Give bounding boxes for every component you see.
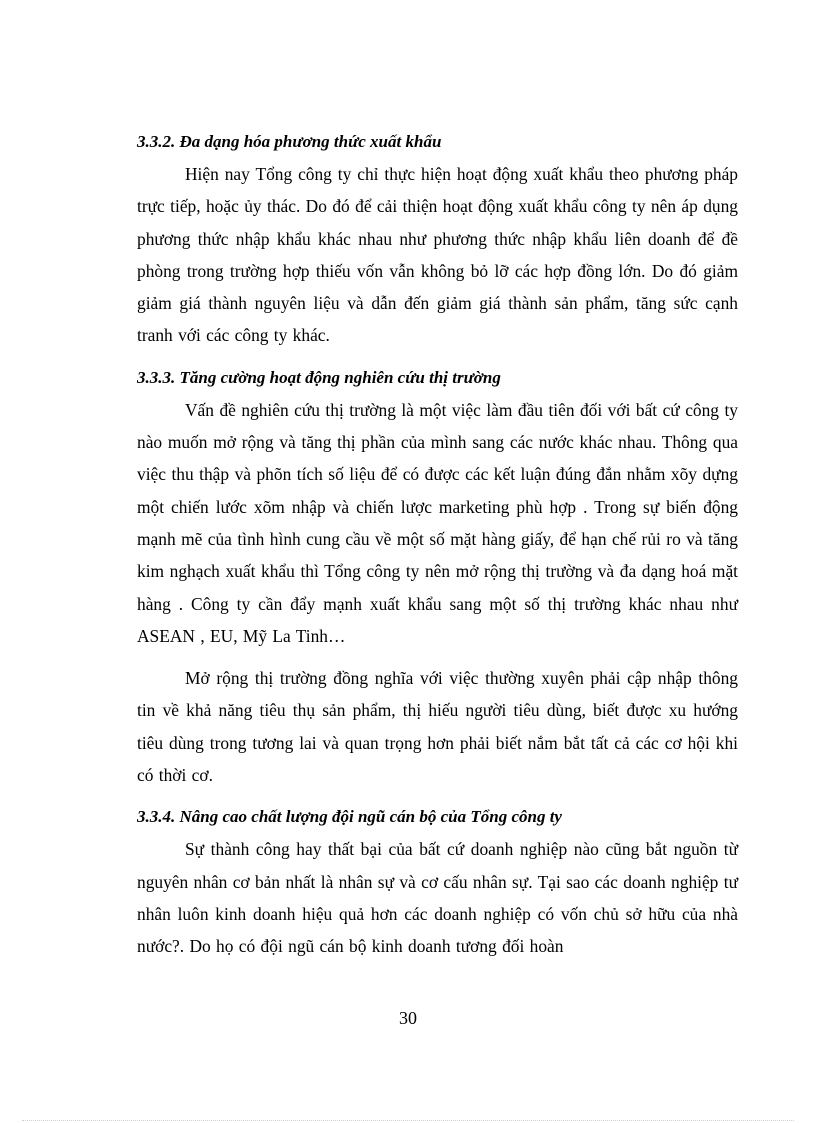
page-content [137, 126, 738, 973]
paragraph-export-methods: Hiện nay Tổng công ty chỉ thực hiện hoạt động xuất khẩu theo phương pháp trực tiếp, hoặc ủy thác. Do đó để cải thiện hoạt động xuất khẩu công ty nên áp dụng phương thức nhập khẩu khác nhau như phương thức nhập khẩu liên doanh để đề phòng trong trường hợp thiếu vốn vẫn không bỏ lỡ các hợp đồng lớn. Do đó giảm giảm giá thành nguyên liệu và dẫn đến giảm giá thành sản phẩm, tăng sức cạnh tranh với các công ty khác. [137, 164, 738, 346]
section-heading-3-3-3: 3.3.3. Tăng cường hoạt động nghiên cứu thị trường [137, 367, 501, 387]
paragraph-market-research: Vấn đề nghiên cứu thị trường là một việc làm đầu tiên đối với bất cứ công ty nào muốn mở rộng và tăng thị phần của mình sang các nước khác nhau. Thông qua việc thu thập và phõn tích số liệu để có được các kết luận đúng đắn nhằm xõy dựng một chiến lước xõm nhập và chiến lược marketing phù hợp . Trong sự biến động mạnh mẽ của tình hình cung cầu về một số mặt hàng giấy, để hạn chế rủi ro và tăng kim nghạch xuất khẩu thì Tổng công ty nên mở rộng thị trường và đa dạng hoá mặt hàng . Công ty cần đẩy mạnh xuất khẩu sang một số thị trường khác nhau như ASEAN , EU, Mỹ La Tinh… [137, 399, 738, 646]
section-heading-3-3-2: 3.3.2. Đa dạng hóa phương thức xuất khẩu [137, 132, 442, 151]
paragraph-market-expansion: Mở rộng thị trường đồng nghĩa với việc thường xuyên phải cập nhập thông tin về khả năng tiêu thụ sản phẩm, thị hiếu người tiêu dùng, biết được xu hướng tiêu dùng trong tương lai và quan trọng hơn phải biết nắm bắt tất cả các cơ hội khi có thời cơ. [137, 668, 738, 786]
paragraph-staff-quality: Sự thành công hay thất bại của bất cứ doanh nghiệp nào cũng bắt nguồn từ nguyên nhân cơ bản nhất là nhân sự và cơ cấu nhân sự. Tại sao các doanh nghiệp tư nhân luôn kinh doanh hiệu quả hơn các doanh nghiệp có vốn chủ sở hữu của nhà nước?. Do họ có đội ngũ cán bộ kinh doanh tương đối hoàn [137, 839, 738, 957]
page-number: 30 [399, 1008, 417, 1028]
footer-divider [22, 1120, 794, 1121]
section-heading-3-3-4: 3.3.4. Nâng cao chất lượng đội ngũ cán bộ của Tổng công ty [137, 807, 562, 827]
